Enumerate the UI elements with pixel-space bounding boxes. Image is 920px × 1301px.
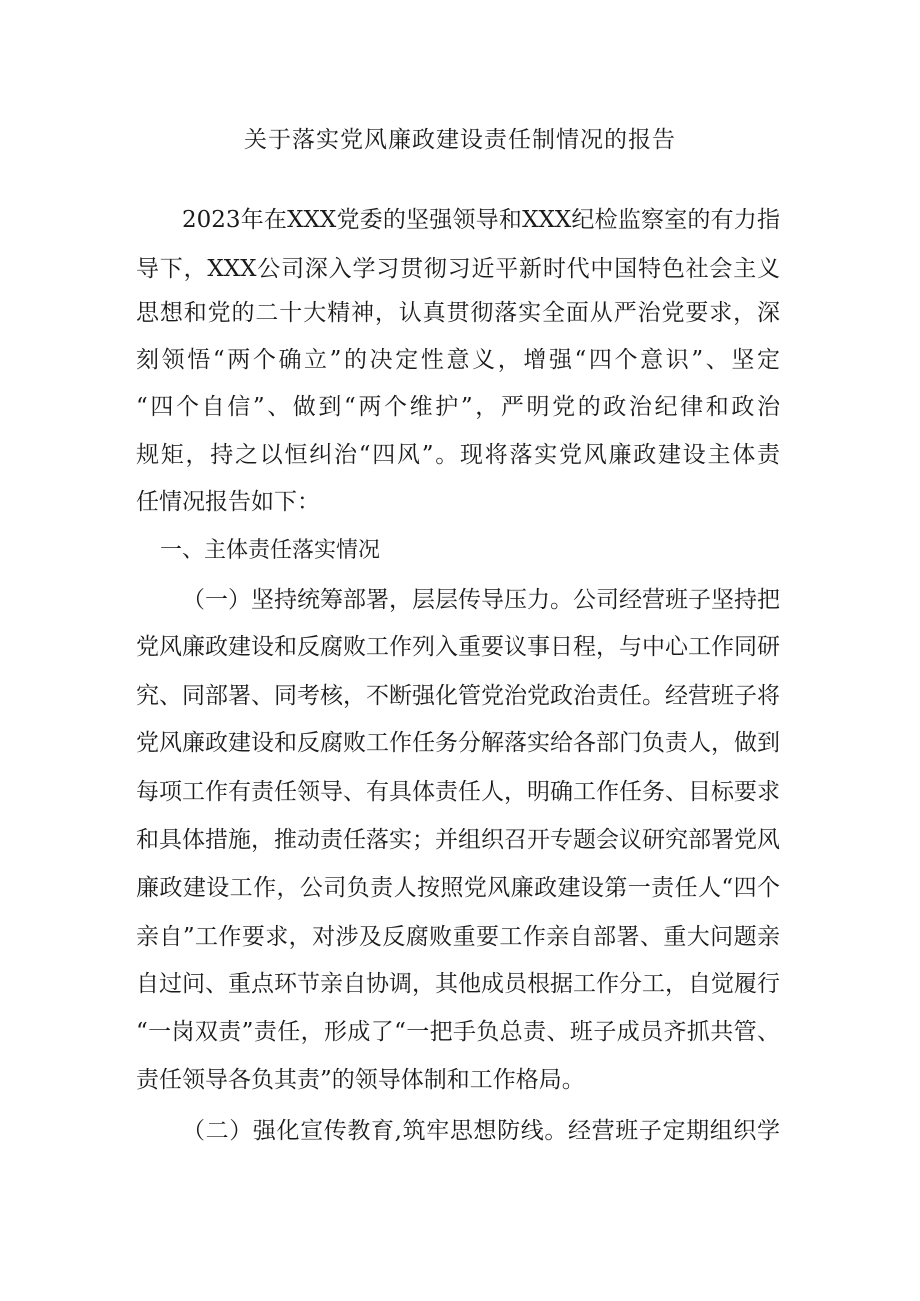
intro-line: 规矩，持之以恒纠治“四风”。现将落实党风廉政建设主体责 [136, 442, 780, 468]
paragraph-line: 责任领导各负其责”的领导体制和工作格局。 [136, 1067, 585, 1093]
paragraph-line: 党风廉政建设和反腐败工作列入重要议事日程，与中心工作同研 [136, 634, 780, 660]
intro-line: 任情况报告如下： [136, 489, 320, 515]
intro-line: 刻领悟“两个确立”的决定性意义，增强“四个意识”、坚定 [136, 347, 780, 373]
paragraph-line: 廉政建设工作，公司负责人按照党风廉政建设第一责任人“四个 [136, 875, 780, 901]
section-heading: 一、主体责任落实情况 [160, 538, 381, 563]
paragraph-line: 究、同部署、同考核，不断强化管党治党政治责任。经营班子将 [136, 683, 780, 709]
paragraph-line: 自过问、重点环节亲自协调，其他成员根据工作分工，自觉履行 [136, 971, 780, 997]
intro-line: “四个自信”、做到“两个维护”，严明党的政治纪律和政治 [136, 394, 780, 420]
intro-line: 导下，XXX公司深入学习贯彻习近平新时代中国特色社会主义 [136, 256, 780, 282]
paragraph-line: 每项工作有责任领导、有具体责任人，明确工作任务、目标要求 [136, 779, 780, 805]
paragraph-line: “一岗双责”责任，形成了“一把手负总责、班子成员齐抓共管、 [136, 1019, 780, 1045]
paragraph-line: （二）强化宣传教育,筑牢思想防线。经营班子定期组织学 [182, 1118, 780, 1144]
paragraph-line: 党风廉政建设和反腐败工作任务分解落实给各部门负责人，做到 [136, 730, 780, 756]
paragraph-line: （一）坚持统筹部署，层层传导压力。公司经营班子坚持把 [182, 587, 780, 613]
document-title: 关于落实党风廉政建设责任制情况的报告 [244, 127, 676, 153]
intro-line: 思想和党的二十大精神，认真贯彻落实全面从严治党要求，深 [136, 300, 780, 326]
paragraph-line: 和具体措施，推动责任落实；并组织召开专题会议研究部署党风 [136, 827, 780, 853]
intro-line: 2023年在XXX党委的坚强领导和XXX纪检监察室的有力指 [182, 207, 780, 233]
paragraph-line: 亲自”工作要求，对涉及反腐败重要工作亲自部署、重大问题亲 [136, 924, 780, 950]
